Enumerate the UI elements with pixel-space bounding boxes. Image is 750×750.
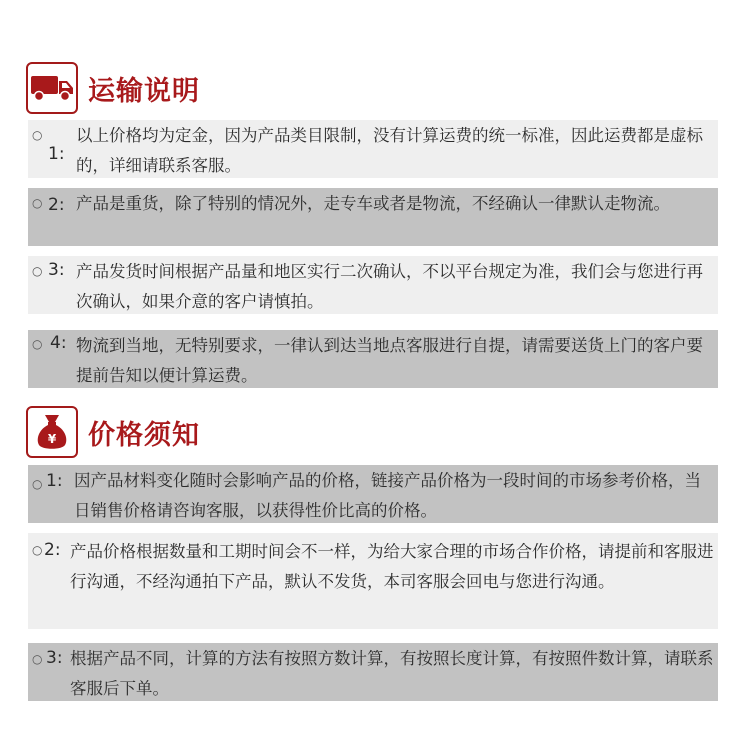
bullet-icon: ○ — [32, 264, 43, 278]
section-title-pricing: 价格须知 — [88, 419, 200, 451]
item-text: 产品发货时间根据产品量和地区实行二次确认，不以平台规定为准，我们会与您进行再次确认，如果介意的客户请慎拍。 — [76, 262, 703, 311]
section-title-shipping: 运输说明 — [88, 75, 200, 107]
money-bag-icon — [26, 406, 78, 458]
pricing-item-2 — [28, 533, 718, 629]
item-number: 1: — [46, 471, 63, 491]
item-text: 以上价格均为定金，因为产品类目限制，没有计算运费的统一标准，因此运费都是虚标的，详细请联系客服。 — [76, 126, 703, 175]
truck-icon — [26, 62, 78, 114]
bullet-icon: ○ — [32, 477, 43, 491]
item-text: 根据产品不同，计算的方法有按照方数计算，有按照长度计算，有按照件数计算，请联系客服后下单。 — [70, 649, 714, 698]
bullet-icon: ○ — [32, 543, 43, 557]
shipping-item-3 — [28, 256, 718, 314]
bullet-icon: ○ — [32, 196, 43, 210]
item-text: 产品是重货，除了特别的情况外，走专车或者是物流，不经确认一律默认走物流。 — [76, 194, 670, 213]
pricing-item-1 — [28, 465, 718, 523]
item-number: 4: — [50, 333, 67, 353]
pricing-header — [26, 406, 200, 458]
shipping-item-4 — [28, 330, 718, 388]
bullet-icon: ○ — [32, 128, 43, 142]
item-number: 2: — [48, 195, 65, 215]
item-number: 3: — [46, 648, 63, 668]
bullet-icon: ○ — [32, 337, 43, 351]
shipping-item-1 — [28, 120, 718, 178]
item-number: 1: — [48, 144, 65, 164]
bullet-icon: ○ — [32, 652, 43, 666]
shipping-item-2 — [28, 188, 718, 246]
pricing-item-3 — [28, 643, 718, 701]
item-text: 产品价格根据数量和工期时间会不一样，为给大家合理的市场合作价格，请提前和客服进行沟通，不经沟通拍下产品，默认不发货，本司客服会回电与您进行沟通。 — [70, 542, 714, 591]
shipping-header — [26, 62, 200, 114]
item-text: 物流到当地，无特别要求，一律认到达当地点客服进行自提，请需要送货上门的客户要提前告知以便计算运费。 — [76, 336, 703, 385]
svg-text:¥: ¥ — [47, 432, 57, 446]
item-number: 3: — [48, 260, 65, 280]
item-number: 2: — [44, 540, 61, 560]
item-text: 因产品材料变化随时会影响产品的价格，链接产品价格为一段时间的市场参考价格，当日销售价格请咨询客服，以获得性价比高的价格。 — [74, 471, 701, 520]
